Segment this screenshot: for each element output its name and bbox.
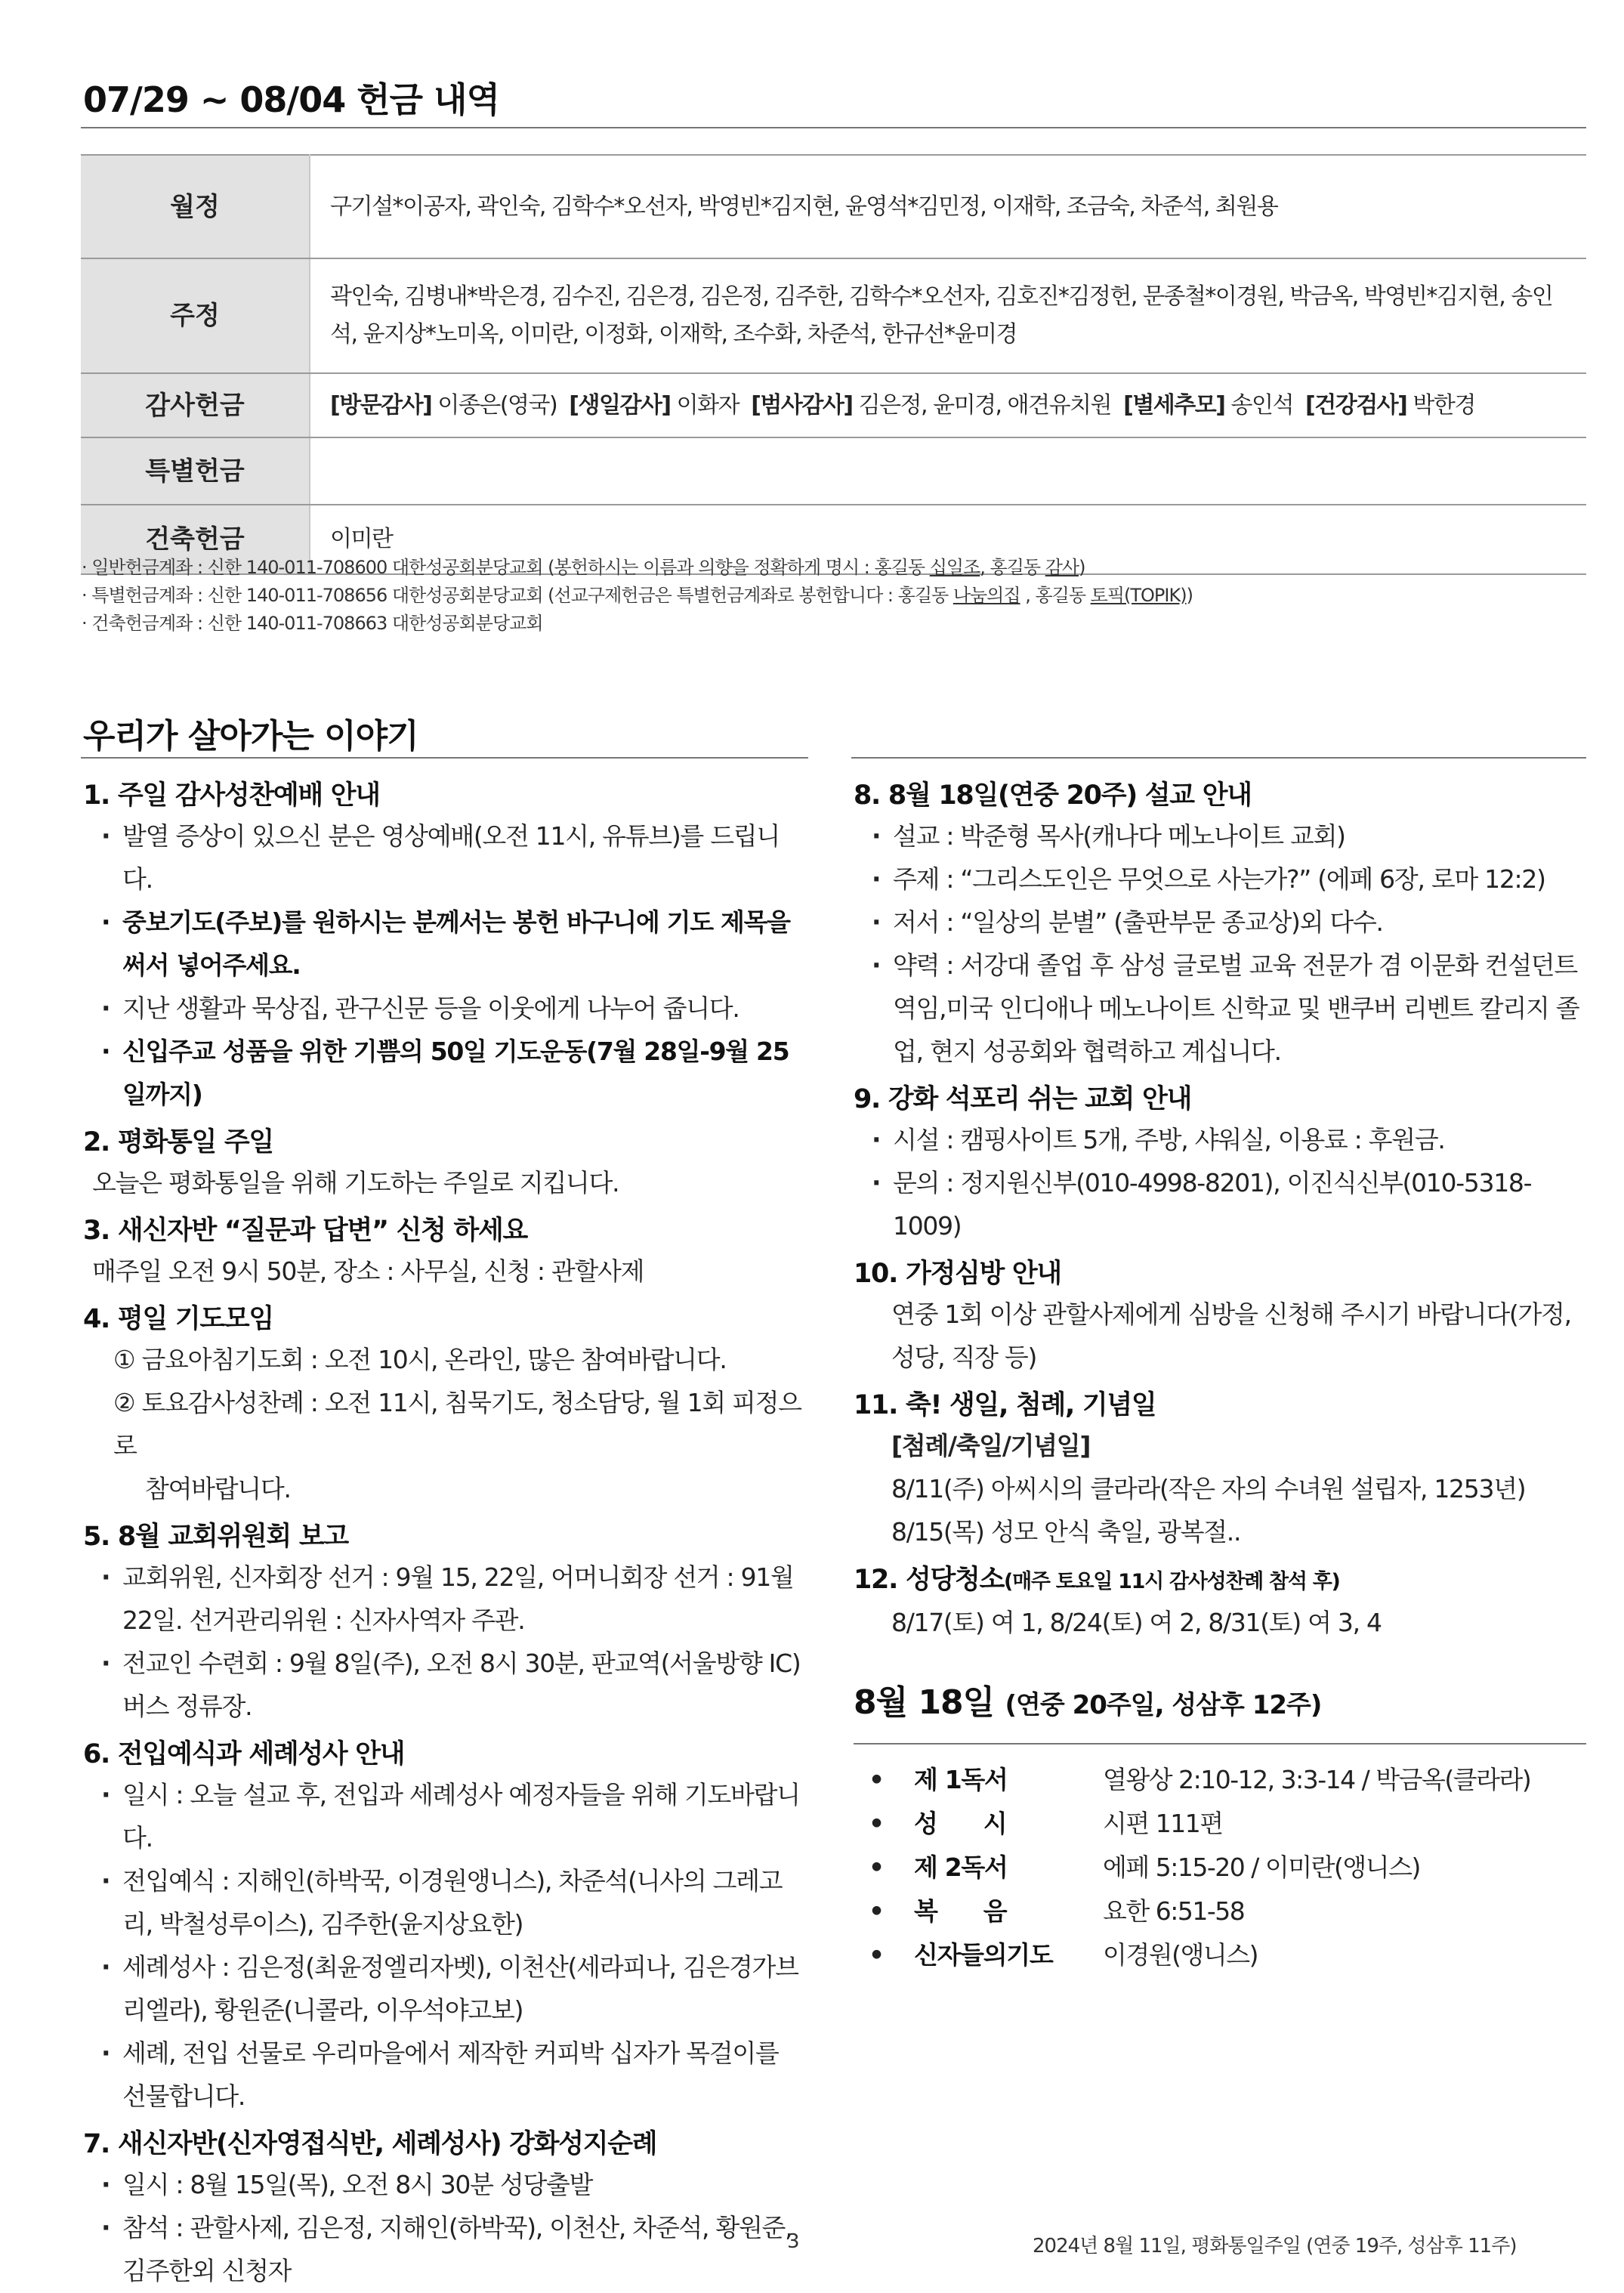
lectionary-row — [854, 1933, 1530, 1977]
row-value: 구기설*이공자, 곽인숙, 김학수*오선자, 박영빈*김지현, 윤영석*김민정, 이재학, 조금숙, 차준석, 최원용 — [310, 155, 1586, 258]
section-title: 우리가 살아가는 이야기 — [83, 717, 418, 756]
lectionary-date: 8월 18일 — [854, 1683, 995, 1722]
account-text: , 홍길동 — [1020, 585, 1091, 606]
list-item: · 세례, 전입 선물로 우리마을에서 제작한 커피박 십자가 목걸이를 선물합니다. — [83, 2032, 808, 2118]
left-divider — [81, 757, 808, 759]
tag: [건강검사] — [1305, 391, 1407, 419]
general-account — [82, 554, 1585, 582]
item-title: 1. 주일 감사성찬예배 안내 — [83, 780, 380, 811]
item-title: 7. 새신자반(신자영접식반, 세례성사) 강화성지순례 — [83, 2129, 657, 2159]
list-item: · 참석 : 관할사제, 김은정, 지해인(하박꾹), 이천산, 차준석, 황원준, 김주한외 신청자 — [83, 2206, 808, 2292]
row-value: 이미란 — [310, 505, 1586, 574]
item-title: 10. 가정심방 안내 — [854, 1259, 1061, 1289]
item-title: 9. 강화 석포리 쉬는 교회 안내 — [854, 1084, 1192, 1114]
row-label: 특별헌금 — [81, 437, 310, 505]
names: 송인석 — [1230, 391, 1293, 419]
item-title: 11. 축! 생일, 첨례, 기념일 — [854, 1390, 1156, 1420]
left-column — [83, 769, 808, 2292]
account-text: , 홍길동 — [980, 557, 1045, 578]
tag: [별세추모] — [1123, 391, 1225, 419]
item-text: 오늘은 평화통일을 위해 기도하는 주일로 지킵니다. — [92, 1168, 619, 1197]
item-title: 3. 새신자반 “질문과 답변” 신청 하세요 — [83, 1216, 528, 1246]
lectionary-title — [854, 1680, 1586, 1728]
list-item: · 일시 : 오늘 설교 후, 전입과 세례성사 예정자들을 위해 기도바랍니다. — [83, 1773, 808, 1859]
lectionary-row — [854, 1846, 1530, 1890]
lectionary-divider — [854, 1743, 1586, 1744]
list-item: · 설교 : 박준형 목사(캐나다 메노나이트 교회) — [854, 814, 1586, 858]
row-value — [310, 437, 1586, 505]
row-value: 곽인숙, 김병내*박은경, 김수진, 김은경, 김은정, 김주한, 김학수*오선자, 김호진*김정헌, 문종철*이경원, 박금옥, 박영빈*김지현, 송인석, 윤지상*노미옥, 이미란, 이정화, 이재학, 조수화, 차준석, 한규선*윤미경 — [310, 258, 1586, 373]
lectionary-row — [854, 1890, 1530, 1933]
offering-table — [81, 154, 1586, 575]
list-item: · 발열 증상이 있으신 분은 영상예배(오전 11시, 유튜브)를 드립니다. — [83, 814, 808, 901]
bullet-dot: • — [869, 1853, 884, 1882]
reading-name: 성 시 — [914, 1809, 1007, 1838]
names: 이화자 — [676, 391, 739, 419]
page-number: 3 — [787, 2230, 799, 2253]
item-title: 8. 8월 18일(연중 20주) 설교 안내 — [854, 780, 1252, 811]
item-title-note: (매주 토요일 11시 감사성찬례 참석 후) — [1004, 1570, 1340, 1593]
reading-value: 에페 5:15-20 / 이미란(앵니스) — [1103, 1853, 1420, 1882]
table-row — [81, 373, 1586, 437]
bullet-dot: • — [869, 1765, 884, 1794]
lectionary-subtitle: (연중 20주일, 성삼후 12주) — [1005, 1690, 1322, 1720]
reading-name: 제 1독서 — [914, 1765, 1008, 1794]
account-underline: 토픽(TOPIK) — [1090, 585, 1187, 606]
lectionary-table — [854, 1758, 1530, 1977]
item-text: 8/17(토) 여 1, 8/24(토) 여 2, 8/31(토) 여 3, 4 — [891, 1608, 1382, 1637]
list-item: · 전입예식 : 지해인(하박꾹, 이경원앵니스), 차준석(니사의 그레고리, 박철성루이스), 김주한(윤지상요한) — [83, 1859, 808, 1945]
account-text: ) — [1079, 557, 1085, 578]
feast-line: 8/15(목) 성모 안식 축일, 광복절.. — [891, 1517, 1241, 1547]
list-item: · 지난 생활과 묵상집, 관구신문 등을 이웃에게 나누어 줍니다. — [83, 987, 808, 1030]
row-value — [310, 373, 1586, 437]
table-row — [81, 155, 1586, 258]
numbered-line: ② 토요감사성찬례 : 오전 11시, 침묵기도, 청소담당, 월 1회 피정으로 — [113, 1388, 801, 1460]
bullet-list — [854, 814, 1586, 1073]
reading-value: 요한 6:51-58 — [1103, 1896, 1245, 1926]
table-row — [81, 258, 1586, 373]
account-notes — [82, 554, 1585, 638]
right-column — [854, 769, 1586, 1977]
page-title: 07/29 ~ 08/04 헌금 내역 — [83, 79, 500, 120]
item-title: 5. 8월 교회위원회 보고 — [83, 1522, 348, 1552]
list-item: · 교회위원, 신자회장 선거 : 9월 15, 22일, 어머니회장 선거 : 91월 22일. 선거관리위원 : 신자사역자 주관. — [83, 1556, 808, 1642]
list-item: · 문의 : 정지원신부(010-4998-8201), 이진식신부(010-5318-1009) — [854, 1161, 1586, 1247]
item-title: 6. 전입예식과 세례성사 안내 — [83, 1739, 405, 1769]
bullet-list — [854, 1118, 1586, 1247]
item-text: 매주일 오전 9시 50분, 장소 : 사무실, 신청 : 관할사제 — [92, 1256, 644, 1286]
numbered-line: ① 금요아침기도회 : 오전 10시, 온라인, 많은 참여바랍니다. — [113, 1345, 727, 1374]
list-item: · 신입주교 성품을 위한 기쁨의 50일 기도운동(7월 28일-9월 25일까지) — [83, 1030, 808, 1116]
tag: [생일감사] — [569, 391, 671, 419]
reading-value: 열왕상 2:10-12, 3:3-14 / 박금옥(클라라) — [1103, 1765, 1531, 1794]
item-text: 연중 1회 이상 관할사제에게 심방을 신청해 주시기 바랍니다(가정, 성당, 직장 등) — [891, 1299, 1571, 1372]
account-underline: 감사 — [1045, 557, 1079, 578]
list-item: · 세례성사 : 김은정(최윤정엘리자벳), 이천산(세라피나, 김은경가브리엘라), 황원준(니콜라, 이우석야고보) — [83, 1945, 808, 2032]
list-item: · 시설 : 캠핑사이트 5개, 주방, 샤워실, 이용료 : 후원금. — [854, 1118, 1586, 1161]
list-item: · 약력 : 서강대 졸업 후 삼성 글로벌 교육 전문가 겸 이문화 컨설던트 역임,미국 인디애나 메노나이트 신학교 및 밴쿠버 리벤트 칼리지 졸업, 현지 성공회와 협력하고 계십니다. — [854, 944, 1586, 1073]
row-label: 감사헌금 — [81, 373, 310, 437]
names: 이종은(영국) — [437, 391, 557, 419]
row-label: 월정 — [81, 155, 310, 258]
reading-name: 제 2독서 — [914, 1853, 1008, 1882]
item-title: 2. 평화통일 주일 — [83, 1127, 273, 1157]
tag: [방문감사] — [330, 391, 432, 419]
reading-value: 시편 111편 — [1103, 1809, 1223, 1838]
account-underline: 나눔의집 — [952, 585, 1020, 606]
account-text: · 일반헌금계좌 : 신한 140-011-708600 대한성공회분당교회 (봉헌하시는 이름과 의향을 정확하게 명시 : 홍길동 — [82, 557, 930, 578]
names: 김은정, 윤미경, 애견유치원 — [858, 391, 1112, 419]
item-title — [854, 1561, 1586, 1601]
right-divider — [851, 757, 1586, 759]
lectionary-row — [854, 1802, 1530, 1846]
account-text: · 특별헌금계좌 : 신한 140-011-708656 대한성공회분당교회 (선교구제헌금은 특별헌금계좌로 봉헌합니다 : 홍길동 — [82, 585, 953, 606]
item-title: 4. 평일 기도모임 — [83, 1304, 273, 1334]
bullet-list — [83, 1773, 808, 2118]
item-title-main: 12. 성당청소 — [854, 1565, 1005, 1595]
list-item: · 전교인 수련회 : 9월 8일(주), 오전 8시 30분, 판교역(서울방향 IC) 버스 정류장. — [83, 1642, 808, 1728]
reading-name: 복 음 — [914, 1896, 1007, 1926]
lectionary-row — [854, 1758, 1530, 1802]
reading-name: 신자들의기도 — [914, 1940, 1053, 1970]
special-account — [82, 582, 1585, 610]
bullet-dot: • — [869, 1940, 884, 1970]
account-underline: 십일조 — [929, 557, 980, 578]
bullet-list — [83, 2163, 808, 2292]
account-text: ) — [1186, 585, 1193, 606]
row-label: 건축헌금 — [81, 505, 310, 574]
list-item: · 일시 : 8월 15일(목), 오전 8시 30분 성당출발 — [83, 2163, 808, 2206]
numbered-line-cont: 참여바랍니다. — [145, 1474, 291, 1503]
bullet-dot: • — [869, 1809, 884, 1838]
list-item: · 중보기도(주보)를 원하시는 분께서는 봉헌 바구니에 기도 제목을 써서 넣어주세요. — [83, 901, 808, 987]
feast-line: 8/11(주) 아씨시의 클라라(작은 자의 수녀원 설립자, 1253년) — [891, 1474, 1526, 1503]
tag: [범사감사] — [751, 391, 853, 419]
bullet-dot: • — [869, 1896, 884, 1926]
footer-date: 2024년 8월 11일, 평화통일주일 (연중 19주, 성삼후 11주) — [1033, 2235, 1517, 2257]
item-subheading: [첨례/축일/기념일] — [891, 1431, 1091, 1460]
names: 박한경 — [1413, 391, 1475, 419]
list-item: · 주제 : “그리스도인은 무엇으로 사는가?” (에페 6장, 로마 12:2) — [854, 858, 1586, 901]
building-account: · 건축헌금계좌 : 신한 140-011-708663 대한성공회분당교회 — [82, 613, 543, 634]
reading-value: 이경원(앵니스) — [1103, 1940, 1258, 1970]
bullet-list — [83, 1556, 808, 1728]
list-item: · 저서 : “일상의 분별” (출판부문 종교상)외 다수. — [854, 901, 1586, 944]
title-divider — [81, 127, 1586, 128]
table-row — [81, 437, 1586, 505]
bullet-list — [83, 814, 808, 1116]
row-label: 주정 — [81, 258, 310, 373]
